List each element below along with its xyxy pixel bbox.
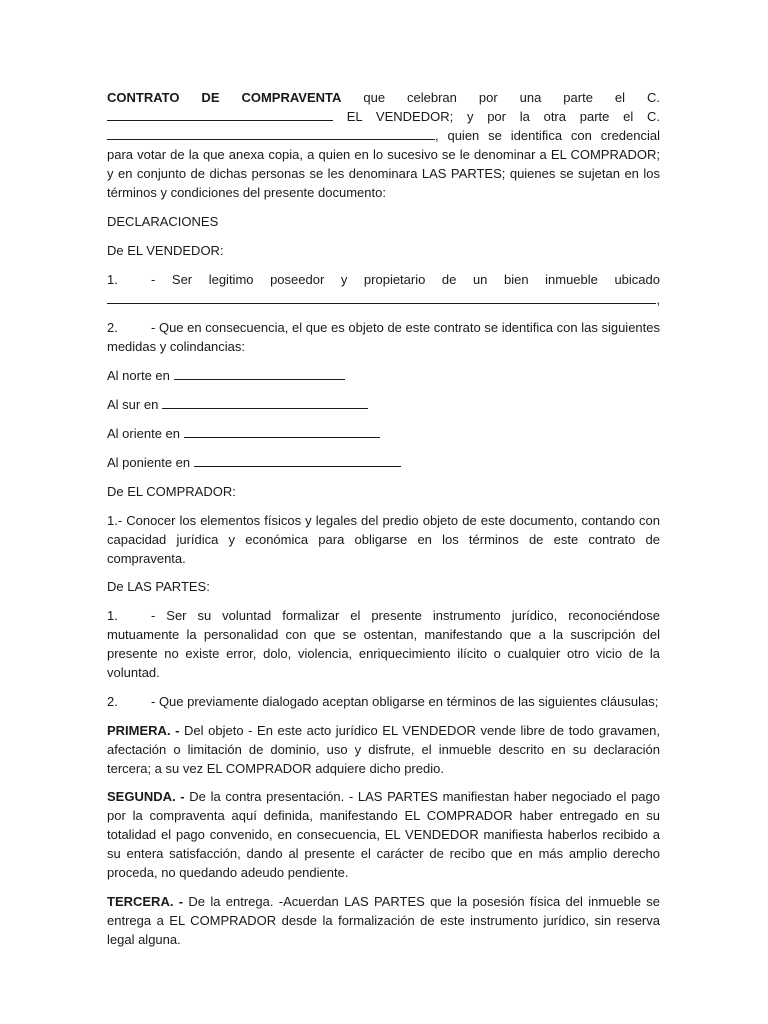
contract-document: [107, 88, 660, 958]
boundary-east: [107, 424, 660, 443]
boundary-west-blank[interactable]: [194, 453, 401, 467]
property-location-blank[interactable]: [107, 289, 656, 304]
boundary-west: [107, 453, 660, 472]
parties-1-number: 1.: [107, 608, 118, 623]
intro-text-b: EL VENDEDOR; y por la otra parte el C.: [346, 109, 660, 124]
clause-third-text: De la entrega. -Acuerdan LAS PARTES que la posesión física del inmueble se entrega a EL COMPRADOR desde la formalización de este instrumento jurídico, sin reserva legal alguna.: [107, 893, 660, 947]
buyer-declaration-1: 1.- Conocer los elementos físicos y legales del predio objeto de este documento, contando con capacidad jurídica y económica para obligarse en los términos de este contrato de compraventa.: [107, 512, 660, 566]
boundary-south: [107, 395, 660, 414]
intro-text-c: , quien se identifica con credencial para votar de la que anexa copia, a quien en lo sucesivo se le denominar a EL COMPRADOR; y en conjunto de dichas personas se les denominara LAS PARTES; quienes se sujetan en los términos y condiciones del presente documento:: [107, 128, 660, 200]
intro-paragraph: [107, 88, 660, 202]
seller-1-text: - Ser legitimo poseedor y propietario de un bien inmueble ubicado: [151, 272, 660, 287]
clause-first-text: Del objeto - En este acto jurídico EL VENDEDOR vende libre de todo gravamen, afectación o limitación de dominio, uso y disfrute, el inmueble descrito en su declaración tercera; a su vez EL COMPRADOR adquiere dicho predio.: [107, 722, 660, 776]
boundary-west-label: Al poniente en: [107, 454, 191, 470]
parties-2-number: 2.: [107, 693, 118, 709]
boundary-south-blank[interactable]: [162, 395, 368, 409]
clause-third-label: TERCERA. -: [107, 893, 184, 909]
seller-1-number: 1.: [107, 272, 118, 287]
buyer-heading: De EL COMPRADOR:: [107, 483, 236, 499]
intro-text-a: que celebran por una parte el C.: [363, 90, 660, 105]
clause-second-text: De la contra presentación. - LAS PARTES manifiestan haber negociado el pago por la compraventa aquí definida, manifestando EL COMPRADOR haber entregado en su totalidad el pago convenido, en consecuencia, EL VENDEDOR manifiesta haberlos recibido a su entera satisfacción, dando al presente el carácter de recibo que en más amplio derecho proceda, no quedando adeudo pendiente.: [107, 789, 660, 880]
clause-second-label: SEGUNDA. -: [107, 789, 185, 804]
boundary-north: [107, 366, 660, 385]
clause-first: [107, 721, 660, 778]
seller-2-number: 2.: [107, 320, 118, 335]
seller-declaration-2: [107, 318, 660, 356]
parties-1-text: - Ser su voluntad formalizar el presente instrumento jurídico, reconociéndose mutuamente la personalidad con que se ostentan, manifestando que a la suscripción del presente no existe error, dolo, violencia, enriquecimiento ilícito o cualquier otro vicio de la voluntad.: [107, 608, 660, 680]
seller-1-tail: ,: [656, 292, 660, 307]
parties-2-text: - Que previamente dialogado aceptan obligarse en términos de las siguientes cláusulas;: [151, 693, 659, 709]
parties-heading: De LAS PARTES:: [107, 579, 210, 594]
boundary-south-label: Al sur en: [107, 396, 159, 412]
boundary-north-label: Al norte en: [107, 367, 170, 383]
boundary-east-blank[interactable]: [184, 424, 380, 438]
buyer-name-blank[interactable]: [107, 126, 435, 140]
declarations-heading: DECLARACIONES: [107, 214, 219, 229]
seller-name-blank[interactable]: [107, 107, 333, 121]
seller-heading: De EL VENDEDOR:: [107, 243, 224, 258]
boundary-east-label: Al oriente en: [107, 425, 180, 441]
parties-declaration-1: [107, 606, 660, 682]
seller-declaration-1: [107, 270, 660, 309]
parties-declaration-2: [107, 692, 660, 711]
boundary-north-blank[interactable]: [174, 366, 345, 380]
contract-title: CONTRATO DE COMPRAVENTA: [107, 90, 342, 105]
clause-second: [107, 787, 660, 882]
clause-first-label: PRIMERA. -: [107, 722, 180, 738]
seller-2-text: - Que en consecuencia, el que es objeto de este contrato se identifica con las siguientes medidas y colindancias:: [107, 320, 660, 354]
clause-third: [107, 892, 660, 949]
